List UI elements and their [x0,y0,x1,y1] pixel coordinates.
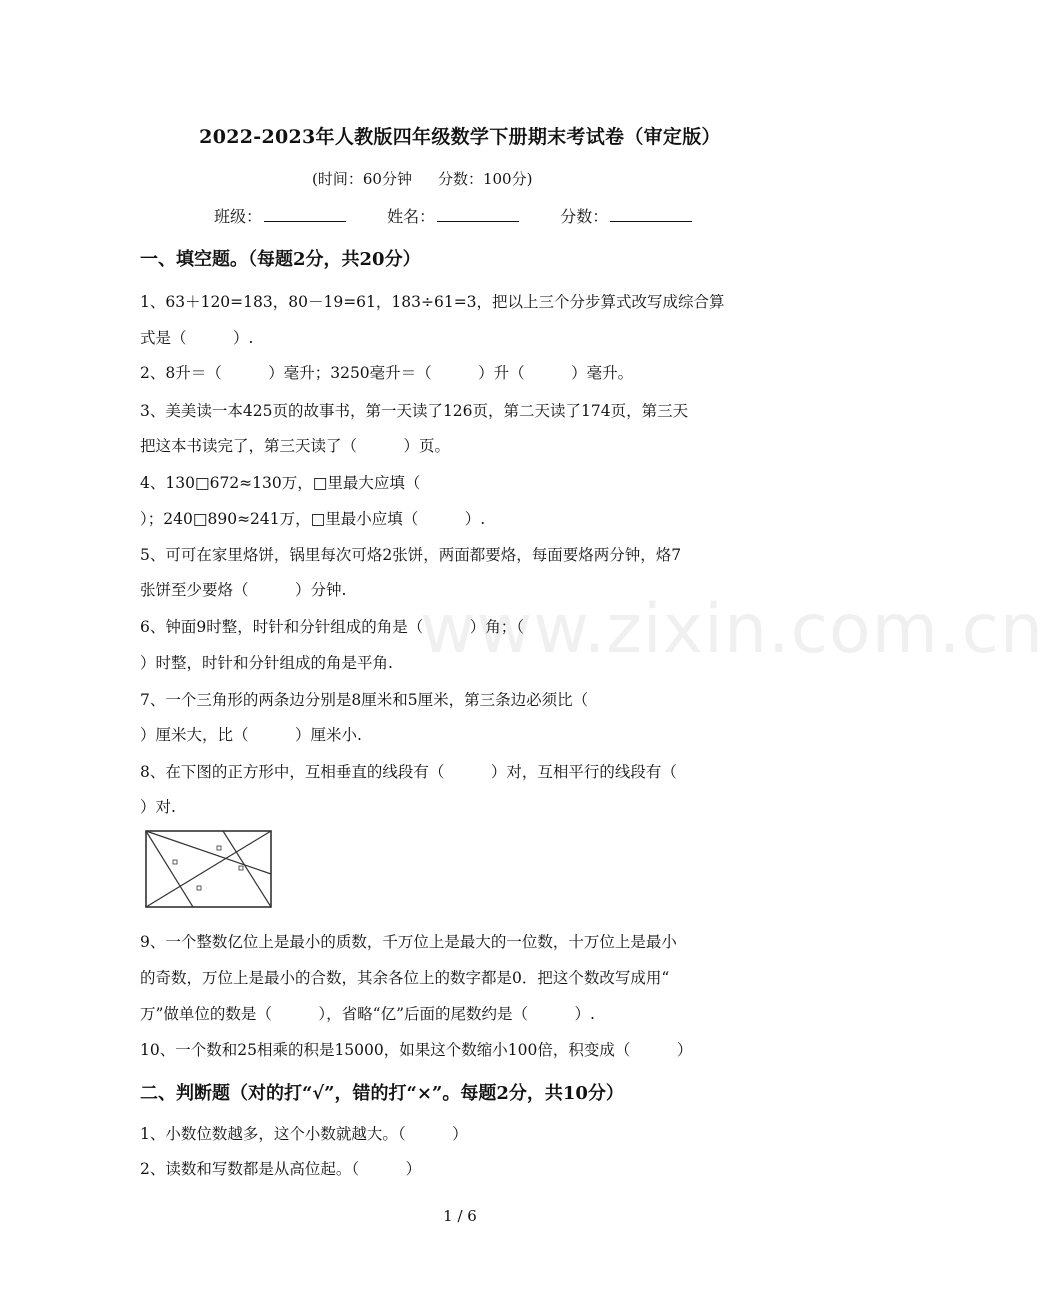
question-line: 1、63＋120=183，80－19=61，183÷61=3，把以上三个分步算式改写成综合算 [140,293,725,311]
question-line: 把这本书读完了，第三天读了（ ）页。 [140,437,451,455]
exam-meta [312,168,532,189]
question-line: 9、一个整数亿位上是最小的质数，千万位上是最大的一位数，十万位上是最小 [140,933,677,951]
watermark: www.zixin.com.cn [420,590,1044,669]
question-line: 1、小数位数越多，这个小数就越大。（ ） [140,1125,468,1143]
name-label: 姓名： [387,207,436,226]
diagonal-line-1 [146,831,271,874]
question-line: 6、钟面9时整，时针和分针组成的角是（ ）角；（ [140,618,524,636]
question-line: 8、在下图的正方形中，互相垂直的线段有（ ）对，互相平行的线段有（ [140,763,677,781]
question-line: ）对. [140,798,176,816]
square-diagram [145,830,273,910]
question-line: 5、可可在家里烙饼，锅里每次可烙2张饼，两面都要烙，每面要烙两分钟，烙7 [140,546,682,564]
question-line: 4、130□672≈130万，□里最大应填（ [140,474,421,492]
question-line: 2、读数和写数都是从高位起。（ ） [140,1160,422,1178]
question-line: 2、8升＝（ ）毫升；3250毫升＝（ ）升（ ）毫升。 [140,364,634,382]
class-field [214,204,346,227]
page-number: 1 / 6 [443,1207,477,1225]
question-line: 张饼至少要烙（ ）分钟. [140,581,347,599]
exam-total-score: 分数：100分) [437,170,533,188]
question-line: 的奇数，万位上是最小的合数，其余各位上的数字都是0．把这个数改写成用“ [140,969,670,987]
score-label: 分数： [560,207,609,226]
diagonal-line-2 [146,831,271,907]
class-label: 班级： [214,207,263,226]
right-angle-mark [173,860,177,864]
name-blank [437,207,519,222]
question-line: ）厘米大，比（ ）厘米小. [140,726,362,744]
diagonal-line-3 [146,831,193,907]
diagonal-line-4 [223,831,271,907]
right-angle-mark [197,886,201,890]
page-title: 2022-2023年人教版四年级数学下册期末考试卷（审定版） [199,126,721,148]
question-line: ）；240□890≈241万，□里最小应填（ ）. [140,510,486,528]
class-blank [264,207,346,222]
right-angle-mark [217,846,221,850]
question-line: ）时整，时针和分针组成的角是平角. [140,654,393,672]
question-line: 10、一个数和25相乘的积是15000，如果这个数缩小100倍，积变成（ ） [140,1041,693,1059]
score-field [560,204,692,227]
name-field [387,204,519,227]
section-2-title: 二、判断题（对的打“√”，错的打“×”。每题2分，共10分） [140,1083,624,1104]
question-line: 7、一个三角形的两条边分别是8厘米和5厘米，第三条边必须比（ [140,691,589,709]
question-line: 万”做单位的数是（ ），省略“亿”后面的尾数约是（ ）. [140,1005,595,1023]
score-blank [610,207,692,222]
student-info-fields [214,204,728,227]
question-line: 式是（ ）. [140,329,254,347]
right-angle-mark [239,866,243,870]
section-1-title: 一、填空题。（每题2分，共20分） [140,249,421,270]
exam-time: (时间：60分钟 [312,170,412,188]
question-line: 3、美美读一本425页的故事书，第一天读了126页，第二天读了174页，第三天 [140,402,689,420]
